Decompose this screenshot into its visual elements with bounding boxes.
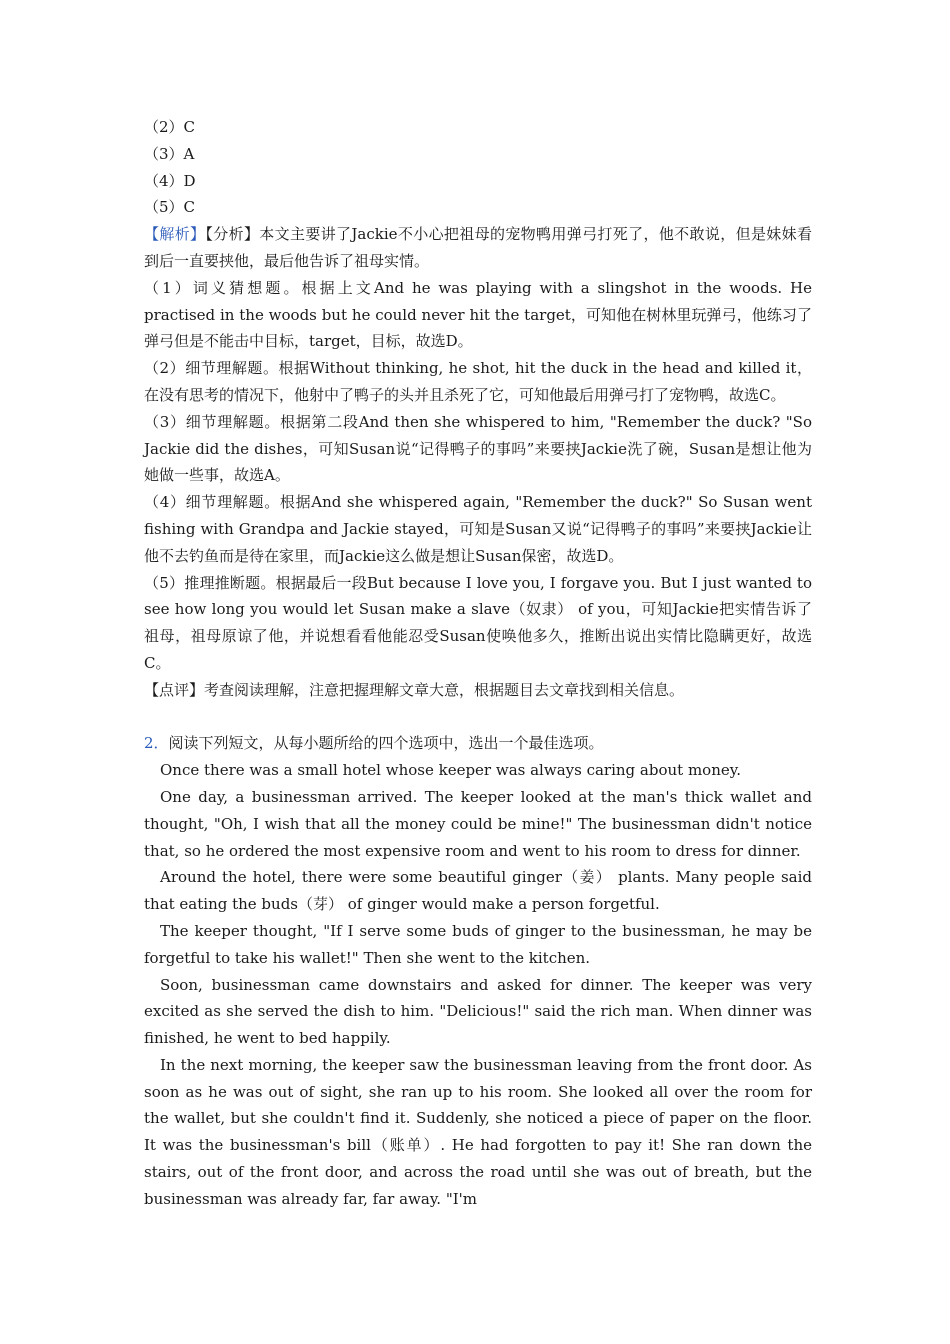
analysis-point-4: （4）细节理解题。根据And she whispered again, "Remember the duck?" So Susan went fishing with Grandpa and Jackie stayed，可知是Susan又说“记得鸭子的事吗”来要挟Jackie让他不去钓鱼而是待在家里，而Jackie这么做是想让Susan保密，故选D。 — [144, 493, 812, 565]
document-page — [144, 114, 812, 1213]
story-paragraph: Soon, businessman came downstairs and asked for dinner. The keeper was very excited as she served the dish to him. "Delicious!" said the rich man. When dinner was finished, he went to bed happily. — [144, 975, 812, 1048]
question-instruction-text: 阅读下列短文，从每小题所给的四个选项中，选出一个最佳选项。 — [168, 734, 604, 753]
answer-4: （4）D — [144, 171, 196, 190]
analysis-point-1: （1）词义猜想题。根据上文And he was playing with a slingshot in the woods. He practised in the woods but he could never hit the target，可知他在树林里玩弹弓，他练习了弹弓但是不能击中目标，target，目标，故选D。 — [144, 278, 812, 351]
analysis-tag: 【解析】 — [144, 225, 206, 244]
story-paragraph: In the next morning, the keeper saw the businessman leaving from the front door. As soon as he was out of sight, she ran up to his room. She looked all over the room for the wallet, but she couldn't find it. Suddenly, she noticed a piece of paper on the floor. It was the businessman's bill（账单）. He had forgotten to pay it! She ran down the stairs, out of the front door, and across the road until she was out of breath, but the businessman was already far, far away. "I'm — [144, 1055, 812, 1208]
analysis-intro-text: 【分析】本文主要讲了Jackie不小心把祖母的宠物鸭用弹弓打死了，他不敢说，但是妹妹看到后一直要挟他，最后他告诉了祖母实情。 — [144, 225, 812, 270]
story-paragraph: Once there was a small hotel whose keeper was always caring about money. — [160, 761, 741, 780]
analysis-point-2: （2）细节理解题。根据Without thinking, he shot, hit the duck in the head and killed it，在没有思考的情况下，他射中了鸭子的头并且杀死了它，可知他最后用弹弓打了宠物鸭，故选C。 — [144, 359, 812, 404]
answer-5: （5）C — [144, 198, 196, 217]
section-gap — [144, 704, 812, 731]
question-2-instruction — [144, 730, 812, 757]
answer-2: （2）C — [144, 118, 196, 136]
analysis-intro — [144, 221, 812, 275]
story-paragraph: One day, a businessman arrived. The keeper looked at the man's thick wallet and thought, "Oh, I wish that all the money could be mine!" The businessman didn't notice that, so he ordered the most expensive room and went to his room to dress for dinner. — [144, 787, 812, 860]
analysis-point-3: （3）细节理解题。根据第二段And then she whispered to him, "Remember the duck? "So Jackie did the dishes，可知Susan说“记得鸭子的事吗”来要挟Jackie洗了碗，Susan是想让他为她做一些事，故选A。 — [144, 412, 812, 485]
story-paragraph: The keeper thought, "If I serve some buds of ginger to the businessman, he may be forgetful to take his wallet!" Then she went to the kitchen. — [144, 921, 812, 967]
story-paragraph: Around the hotel, there were some beautiful ginger（姜） plants. Many people said that eating the buds（芽） of ginger would make a person forgetful. — [144, 868, 812, 914]
analysis-point-5: （5）推理推断题。根据最后一段But because I love you, I forgave you. But I just wanted to see how long you would let Susan make a slave（奴隶） of you，可知Jackie把实情告诉了祖母，祖母原谅了他，并说想看看他能忍受Susan使唤他多久，推断出说出实情比隐瞒更好，故选C。 — [144, 573, 812, 672]
analysis-comment: 【点评】考查阅读理解，注意把握理解文章大意，根据题目去文章找到相关信息。 — [144, 680, 685, 699]
answer-3: （3）A — [144, 144, 195, 163]
question-number: 2． — [144, 734, 169, 753]
